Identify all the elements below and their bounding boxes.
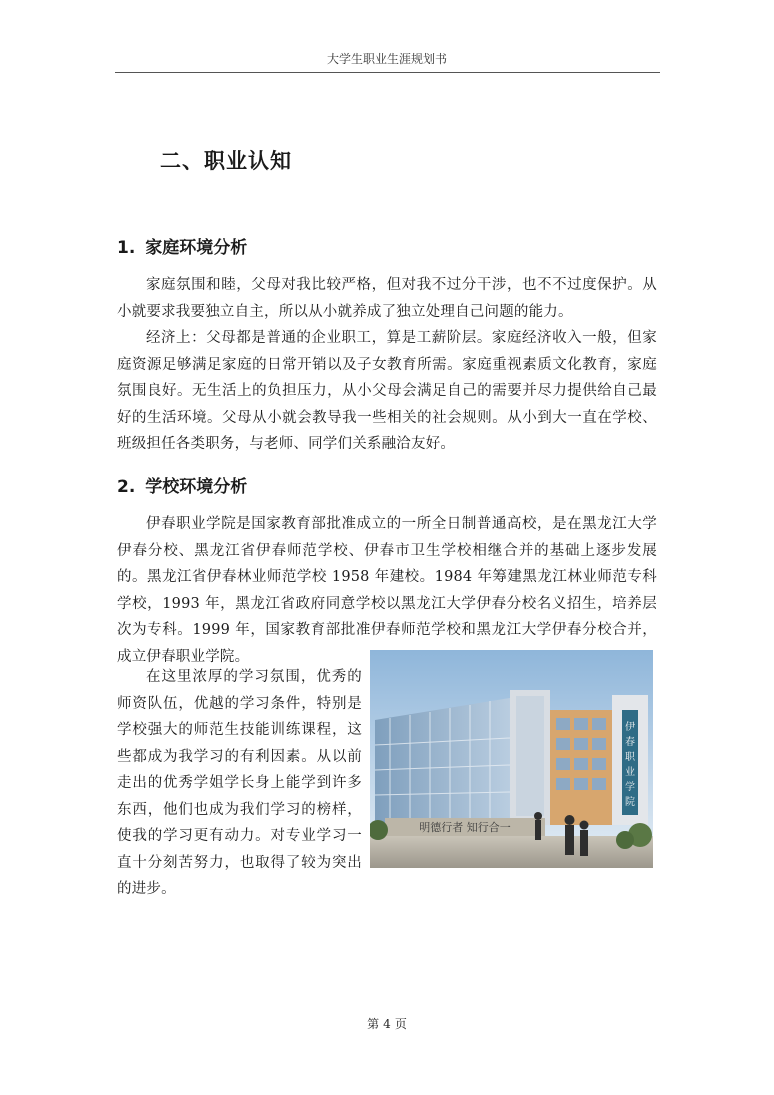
building-sign-char: 学 (625, 782, 635, 793)
page-prefix: 第 (367, 1017, 380, 1031)
section-heading-family (117, 233, 247, 258)
page-footer (0, 1015, 774, 1032)
header-divider (115, 72, 660, 73)
chapter-title: 二、职业认知 (160, 149, 292, 173)
section-title-text: 学校环境分析 (145, 477, 248, 497)
section-heading-school (117, 472, 247, 497)
section-number: 2. (117, 477, 136, 497)
building-sign-char: 春 (625, 737, 635, 748)
paragraph: 在这里浓厚的学习氛围，优秀的师资队伍，优越的学习条件，特别是学校强大的师范生技能训练课程，这些都成为我学习的有利因素。从以前走出的优秀学姐学长身上能学到许多东西，他们也成为我们学习的榜样，使我的学习更有动力。对专业学习一直十分刻苦努力，也取得了较为突出的进步。 (117, 669, 362, 897)
paragraph: 伊春职业学院是国家教育部批准成立的一所全日制普通高校，是在黑龙江大学伊春分校、黑龙江省伊春师范学校、伊春市卫生学校相继合并的基础上逐步发展的。黑龙江省伊春林业师范学校 1958 年建校。1984 年筹建黑龙江林业师范专科学校，1993 年，黑龙江省政府同意学校以黑龙江大学伊春分校名义招生，培养层次为专科。1999 年，国家教育部批准伊春师范学校和黑龙江大学伊春分校合并，成立伊春职业学院。 (117, 516, 657, 665)
page-number: 4 (383, 1017, 391, 1031)
campus-building-photo (370, 650, 653, 868)
page-suffix: 页 (394, 1017, 407, 1031)
building-sign-char: 业 (625, 767, 635, 778)
page-header: 大学生职业生涯规划书 (326, 52, 447, 66)
paragraph: 经济上：父母都是普通的企业职工，算是工薪阶层。家庭经济收入一般，但家庭资源足够满足家庭的日常开销以及子女教育所需。家庭重视素质文化教育，家庭氛围良好。无生活上的负担压力，从小父母会满足自己的需要并尽力提供给自己最好的生活环境。父母从小就会教导我一些相关的社会规则。从小到大一直在学校、班级担任各类职务，与老师、同学们关系融洽友好。 (117, 330, 657, 452)
building-sign-char: 职 (625, 752, 635, 763)
section-title-text: 家庭环境分析 (145, 238, 248, 258)
motto-text: 明德行者 知行合一 (419, 821, 511, 834)
section-number: 1. (117, 238, 136, 258)
paragraph: 家庭氛围和睦，父母对我比较严格，但对我不过分干涉，也不不过度保护。从小就要求我要独立自主，所以从小就养成了独立处理自己问题的能力。 (117, 277, 657, 320)
building-sign-char: 院 (625, 797, 635, 808)
building-sign-char: 伊 (625, 722, 635, 733)
